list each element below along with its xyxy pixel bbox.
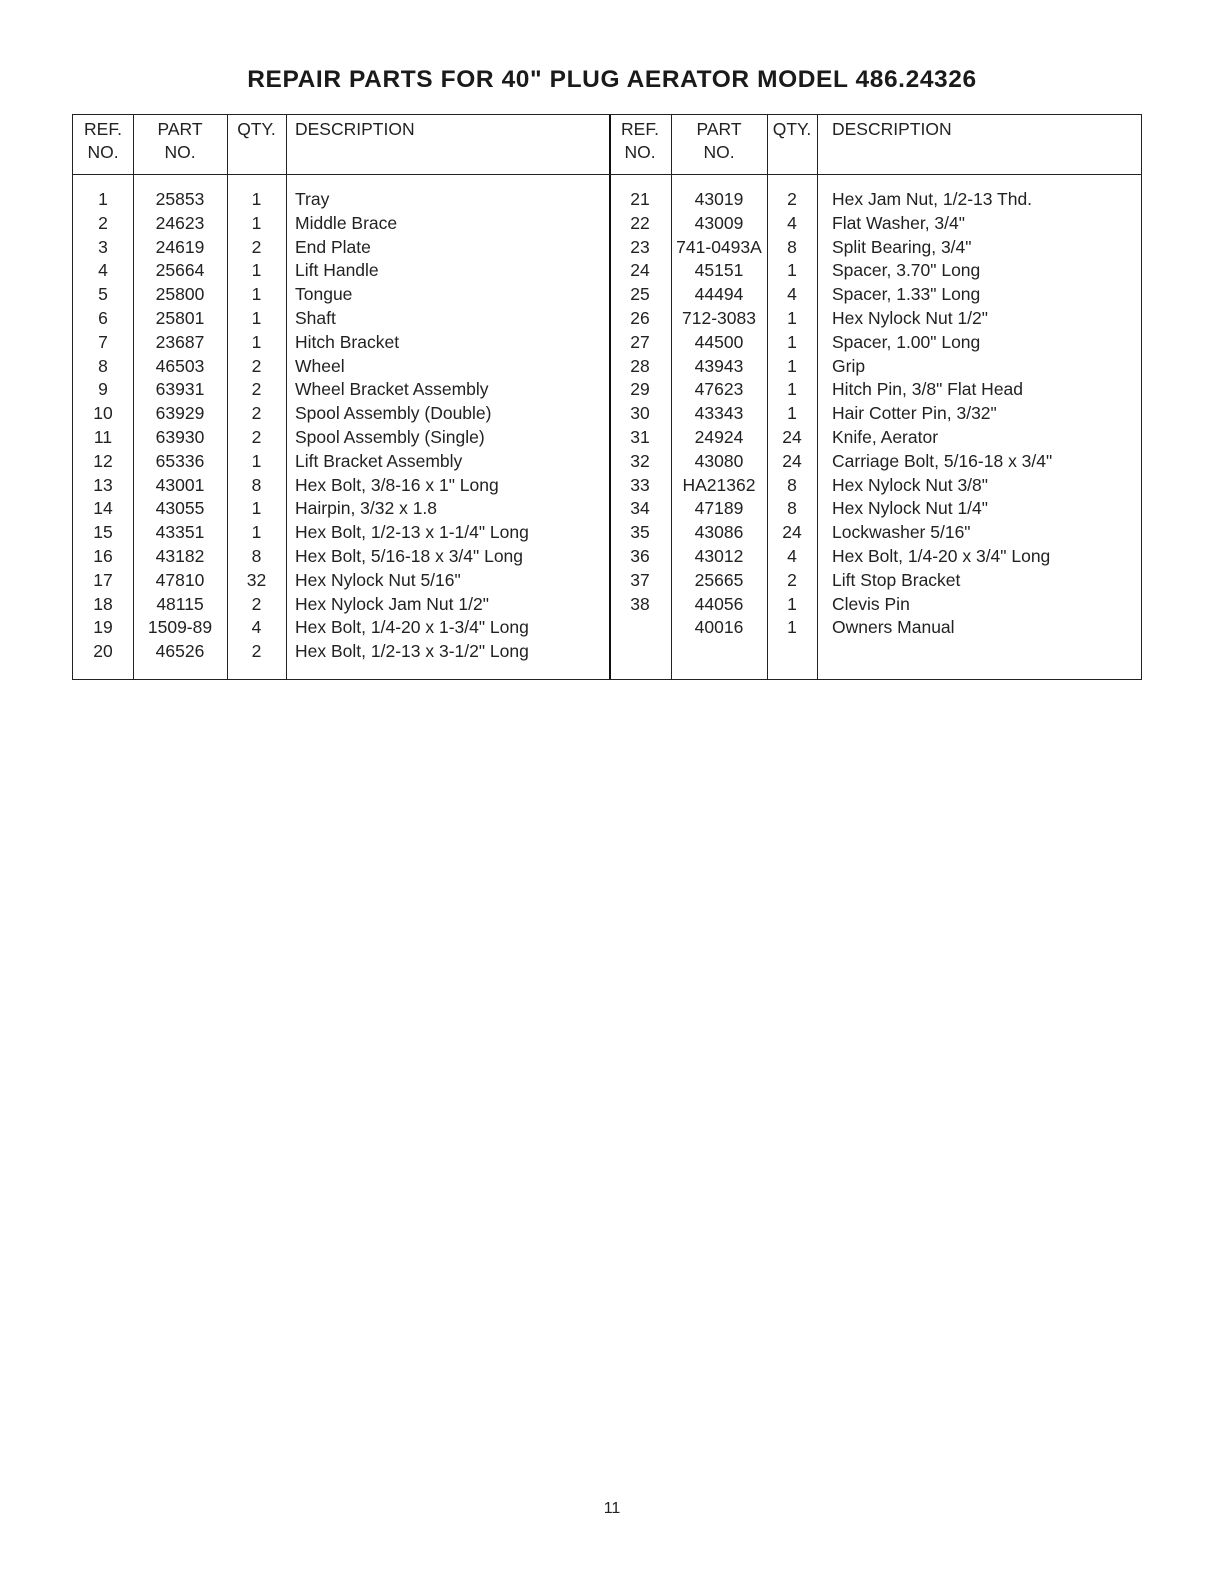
part-no-cell: 45151 bbox=[694, 260, 744, 281]
qty-cell: 2 bbox=[787, 569, 797, 590]
qty-cell: 4 bbox=[787, 546, 797, 566]
description-cell: Hitch Pin, 3/8" Flat Head bbox=[832, 379, 1024, 400]
part-no-cell: 63931 bbox=[155, 379, 205, 400]
ref-no-cell: 23 bbox=[630, 236, 650, 257]
table-row bbox=[73, 307, 1141, 331]
table-row bbox=[73, 283, 1141, 307]
header-part-no: PART NO. bbox=[157, 119, 203, 162]
table-row bbox=[73, 450, 1141, 474]
part-no-cell: 44500 bbox=[694, 331, 744, 352]
table-row bbox=[73, 497, 1141, 521]
part-no-cell: 23687 bbox=[155, 331, 205, 352]
part-no-cell: 43001 bbox=[155, 474, 205, 495]
qty-cell: 1 bbox=[787, 593, 797, 614]
part-no-cell: 25664 bbox=[155, 260, 205, 281]
description-cell: Spacer, 1.00" Long bbox=[832, 331, 981, 352]
page-number: 11 bbox=[603, 1500, 621, 1517]
qty-cell: 8 bbox=[787, 236, 797, 257]
description-cell: Carriage Bolt, 5/16-18 x 3/4" bbox=[832, 450, 1053, 471]
ref-no-cell: 11 bbox=[93, 427, 113, 447]
qty-cell: 1 bbox=[251, 212, 262, 233]
ref-no-cell: 33 bbox=[630, 474, 650, 495]
ref-no-cell: 10 bbox=[93, 403, 113, 424]
table-row bbox=[73, 212, 1141, 236]
ref-no-cell: 14 bbox=[93, 498, 113, 519]
part-no-cell: 43080 bbox=[694, 450, 744, 471]
part-no-cell: 65336 bbox=[155, 450, 205, 471]
description-cell: Hitch Bracket bbox=[295, 331, 400, 352]
table-row bbox=[73, 402, 1141, 426]
header-qty: QTY. bbox=[772, 119, 812, 139]
ref-no-cell: 24 bbox=[630, 260, 650, 281]
qty-cell: 2 bbox=[251, 427, 262, 447]
repair-parts-table bbox=[72, 114, 1142, 680]
qty-cell: 32 bbox=[246, 569, 267, 590]
table-row bbox=[73, 640, 1141, 664]
ref-no-cell: 26 bbox=[630, 308, 650, 328]
qty-cell: 8 bbox=[251, 474, 262, 495]
description-cell: Flat Washer, 3/4" bbox=[832, 212, 965, 233]
description-cell: Spool Assembly (Double) bbox=[295, 403, 492, 424]
ref-no-cell: 9 bbox=[98, 379, 108, 400]
description-cell: Hex Bolt, 1/2-13 x 3-1/2" Long bbox=[295, 641, 529, 662]
qty-cell: 2 bbox=[251, 641, 262, 662]
ref-no-cell: 36 bbox=[630, 546, 650, 566]
part-no-cell: 43012 bbox=[694, 546, 744, 566]
qty-cell: 1 bbox=[787, 379, 797, 400]
qty-cell: 1 bbox=[251, 308, 262, 328]
ref-no-cell: 19 bbox=[93, 617, 113, 638]
ref-no-cell: 35 bbox=[630, 522, 650, 543]
ref-no-cell: 16 bbox=[93, 546, 113, 566]
description-cell: Hex Nylock Nut 3/8" bbox=[832, 474, 988, 495]
table-row bbox=[73, 521, 1141, 545]
table-row bbox=[73, 331, 1141, 355]
description-cell: Lift Bracket Assembly bbox=[295, 450, 463, 471]
table-row bbox=[73, 236, 1141, 260]
ref-no-cell: 20 bbox=[93, 641, 113, 662]
qty-cell: 1 bbox=[251, 450, 262, 471]
qty-cell: 8 bbox=[251, 546, 262, 566]
qty-cell: 24 bbox=[782, 427, 802, 447]
ref-no-cell: 4 bbox=[98, 260, 108, 281]
qty-cell: 8 bbox=[787, 474, 797, 495]
part-no-cell: 47189 bbox=[694, 498, 744, 519]
header-part-no: PART NO. bbox=[696, 119, 742, 162]
description-cell: Wheel bbox=[295, 355, 345, 376]
ref-no-cell: 28 bbox=[630, 355, 650, 376]
header-description: DESCRIPTION bbox=[295, 119, 415, 139]
description-cell: Hex Nylock Nut 1/4" bbox=[832, 498, 988, 519]
ref-no-cell: 15 bbox=[93, 522, 113, 543]
ref-no-cell: 32 bbox=[630, 450, 650, 471]
part-no-cell: 40016 bbox=[694, 617, 744, 638]
ref-no-cell: 29 bbox=[630, 379, 650, 400]
description-cell: Spacer, 3.70" Long bbox=[832, 260, 981, 281]
part-no-cell: 25801 bbox=[155, 308, 205, 328]
part-no-cell: 43019 bbox=[694, 189, 744, 209]
description-cell: Lift Handle bbox=[295, 260, 379, 281]
part-no-cell: 63930 bbox=[155, 427, 205, 447]
description-cell: Hair Cotter Pin, 3/32" bbox=[832, 403, 997, 424]
ref-no-cell: 25 bbox=[630, 284, 650, 305]
qty-cell: 1 bbox=[787, 331, 797, 352]
description-cell: Hex Nylock Nut 5/16" bbox=[295, 569, 461, 590]
part-no-cell: 43343 bbox=[694, 403, 744, 424]
qty-cell: 1 bbox=[787, 308, 797, 328]
ref-no-cell: 13 bbox=[93, 474, 113, 495]
description-cell: Shaft bbox=[295, 308, 336, 328]
part-no-cell: 47810 bbox=[155, 569, 205, 590]
description-cell: Hex Jam Nut, 1/2-13 Thd. bbox=[832, 189, 1033, 209]
part-no-cell: 1509-89 bbox=[147, 617, 213, 638]
ref-no-cell: 31 bbox=[630, 427, 650, 447]
part-no-cell: 63929 bbox=[155, 403, 205, 424]
description-cell: Lift Stop Bracket bbox=[832, 569, 961, 590]
qty-cell: 2 bbox=[251, 379, 262, 400]
qty-cell: 2 bbox=[251, 355, 262, 376]
part-no-cell: 25800 bbox=[155, 284, 205, 305]
ref-no-cell: 30 bbox=[630, 403, 650, 424]
description-cell: Knife, Aerator bbox=[832, 427, 939, 447]
part-no-cell: 43351 bbox=[155, 522, 205, 543]
table-row bbox=[73, 355, 1141, 379]
qty-cell: 8 bbox=[787, 498, 797, 519]
table-row bbox=[73, 545, 1141, 569]
header-ref-no: REF. NO. bbox=[84, 119, 122, 162]
description-cell: Hex Bolt, 5/16-18 x 3/4" Long bbox=[295, 546, 524, 566]
table-row bbox=[73, 188, 1141, 212]
description-cell: Middle Brace bbox=[295, 212, 398, 233]
part-no-cell: 24623 bbox=[155, 212, 205, 233]
part-no-cell: 48115 bbox=[156, 593, 204, 614]
qty-cell: 24 bbox=[782, 522, 802, 543]
description-cell: Tray bbox=[295, 189, 330, 209]
part-no-cell: 741-0493A bbox=[676, 236, 762, 257]
qty-cell: 2 bbox=[251, 593, 262, 614]
part-no-cell: 43086 bbox=[694, 522, 744, 543]
part-no-cell: 44494 bbox=[694, 284, 744, 305]
part-no-cell: 712-3083 bbox=[682, 308, 756, 328]
description-cell: Tongue bbox=[295, 284, 353, 305]
qty-cell: 1 bbox=[787, 403, 797, 424]
table-row bbox=[73, 426, 1141, 450]
qty-cell: 4 bbox=[251, 617, 262, 638]
ref-no-cell: 22 bbox=[630, 212, 650, 233]
description-cell: Hex Bolt, 1/2-13 x 1-1/4" Long bbox=[295, 522, 529, 543]
table-row bbox=[73, 569, 1141, 593]
ref-no-cell: 8 bbox=[98, 355, 108, 376]
table-row bbox=[73, 593, 1141, 617]
header-description: DESCRIPTION bbox=[832, 119, 952, 139]
description-cell: Hex Bolt, 1/4-20 x 1-3/4" Long bbox=[295, 617, 529, 638]
table-row bbox=[73, 378, 1141, 402]
part-no-cell: 46503 bbox=[155, 355, 205, 376]
part-no-cell: 47623 bbox=[694, 379, 744, 400]
ref-no-cell: 27 bbox=[630, 331, 650, 352]
qty-cell: 1 bbox=[251, 522, 262, 543]
qty-cell: 2 bbox=[787, 189, 797, 209]
ref-no-cell: 2 bbox=[98, 212, 108, 233]
description-cell: Hex Nylock Jam Nut 1/2" bbox=[295, 593, 489, 614]
part-no-cell: 43009 bbox=[694, 212, 744, 233]
part-no-cell: 24924 bbox=[694, 427, 744, 447]
ref-no-cell: 38 bbox=[630, 593, 650, 614]
description-cell: Hairpin, 3/32 x 1.8 bbox=[295, 498, 438, 519]
qty-cell: 1 bbox=[251, 331, 262, 352]
qty-cell: 1 bbox=[251, 260, 262, 281]
part-no-cell: 44056 bbox=[694, 593, 744, 614]
description-cell: End Plate bbox=[295, 236, 371, 257]
description-cell: Owners Manual bbox=[832, 617, 955, 638]
header-divider bbox=[73, 174, 1141, 175]
description-cell: Wheel Bracket Assembly bbox=[295, 379, 489, 400]
part-no-cell: 25853 bbox=[155, 189, 205, 209]
table-row bbox=[73, 259, 1141, 283]
part-no-cell: 46526 bbox=[155, 641, 205, 662]
qty-cell: 24 bbox=[782, 450, 802, 471]
description-cell: Split Bearing, 3/4" bbox=[832, 236, 972, 257]
ref-no-cell: 18 bbox=[93, 593, 113, 614]
ref-no-cell: 1 bbox=[98, 189, 108, 209]
ref-no-cell: 17 bbox=[93, 569, 113, 590]
ref-no-cell: 12 bbox=[93, 450, 113, 471]
description-cell: Hex Nylock Nut 1/2" bbox=[832, 308, 988, 328]
qty-cell: 1 bbox=[787, 260, 797, 281]
ref-no-cell: 7 bbox=[98, 331, 108, 352]
description-cell: Spacer, 1.33" Long bbox=[832, 284, 981, 305]
qty-cell: 2 bbox=[251, 236, 262, 257]
qty-cell: 4 bbox=[787, 212, 797, 233]
ref-no-cell: 5 bbox=[98, 284, 108, 305]
description-cell: Hex Bolt, 1/4-20 x 3/4" Long bbox=[832, 546, 1051, 566]
qty-cell: 1 bbox=[251, 498, 262, 519]
qty-cell: 1 bbox=[251, 189, 262, 209]
part-no-cell: 43943 bbox=[694, 355, 744, 376]
part-no-cell: HA21362 bbox=[682, 474, 756, 495]
qty-cell: 1 bbox=[787, 355, 797, 376]
qty-cell: 4 bbox=[787, 284, 797, 305]
qty-cell: 1 bbox=[787, 617, 797, 638]
description-cell: Grip bbox=[832, 355, 866, 376]
ref-no-cell: 37 bbox=[630, 569, 650, 590]
part-no-cell: 43182 bbox=[155, 546, 205, 566]
qty-cell: 1 bbox=[251, 284, 262, 305]
page-title: REPAIR PARTS FOR 40" PLUG AERATOR MODEL 486.24326 bbox=[247, 66, 977, 93]
ref-no-cell: 21 bbox=[630, 189, 650, 209]
qty-cell: 2 bbox=[251, 403, 262, 424]
ref-no-cell: 6 bbox=[98, 308, 108, 328]
header-ref-no: REF. NO. bbox=[621, 119, 659, 162]
ref-no-cell: 34 bbox=[630, 498, 650, 519]
description-cell: Clevis Pin bbox=[832, 593, 910, 614]
header-qty: QTY. bbox=[237, 119, 276, 139]
part-no-cell: 24619 bbox=[155, 236, 205, 257]
ref-no-cell: 3 bbox=[98, 236, 108, 257]
description-cell: Lockwasher 5/16" bbox=[832, 522, 971, 543]
part-no-cell: 43055 bbox=[155, 498, 205, 519]
part-no-cell: 25665 bbox=[694, 569, 744, 590]
table-row bbox=[73, 474, 1141, 498]
table-row bbox=[73, 616, 1141, 640]
description-cell: Spool Assembly (Single) bbox=[295, 427, 485, 447]
description-cell: Hex Bolt, 3/8-16 x 1" Long bbox=[295, 474, 499, 495]
